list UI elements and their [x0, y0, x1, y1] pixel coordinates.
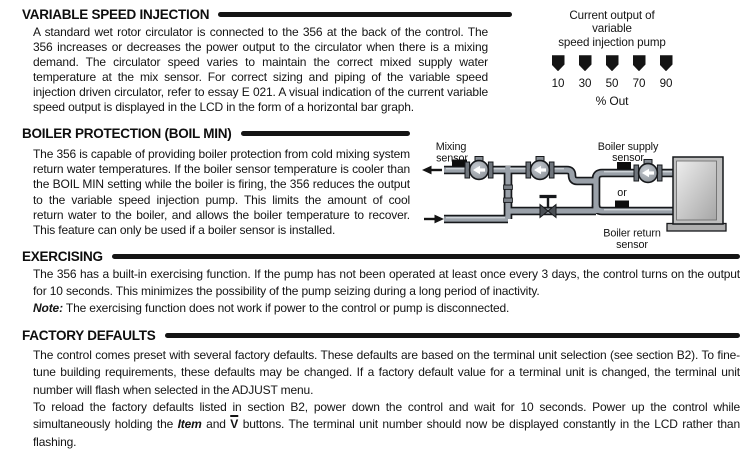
- factory-defaults-paragraph-2: [33, 399, 740, 451]
- tick-label: 30: [578, 77, 592, 91]
- graph-axis-label: % Out: [595, 94, 629, 109]
- exercising-note: [33, 300, 740, 317]
- mixing-sensor-label: [436, 141, 469, 165]
- svg-text:sensor: sensor: [616, 239, 648, 251]
- section-boiler-protection-header: [22, 126, 410, 141]
- variable-speed-output-graph: [530, 9, 694, 108]
- svg-text:Boiler return: Boiler return: [603, 227, 661, 240]
- bar-segment-icon: [552, 55, 565, 71]
- flow-arrow-left-icon: [422, 166, 442, 175]
- piping-diagram: [420, 131, 745, 253]
- tick-label: 10: [551, 77, 565, 91]
- tick-label: 70: [632, 77, 646, 91]
- factory-defaults-paragraph-1: The control comes preset with several factory defaults. These defaults are based on the terminal unit selection (see section B2). To fine-tune building requirements, these defaults may be changed. If a factory default value for a terminal unit is changed, the terminal unit number will flash when selected in the ADJUST menu.: [33, 348, 740, 397]
- heading-rule: [112, 254, 740, 259]
- graph-title-line2: variable: [592, 22, 632, 36]
- bar-segment-icon: [606, 55, 619, 71]
- or-label: or: [617, 187, 627, 199]
- section-title-factory-defaults: FACTORY DEFAULTS: [22, 328, 156, 343]
- section-variable-speed-injection-header: [22, 7, 512, 22]
- section-exercising-header: [22, 249, 740, 264]
- pump-icon: [526, 157, 554, 180]
- section-title-boiler-protection: BOILER PROTECTION (BOIL MIN): [22, 126, 232, 141]
- heading-rule: [165, 333, 740, 338]
- boiler-return-sensor-label: [603, 228, 661, 252]
- down-arrow-button-glyph: $\overline{V}$: [230, 417, 239, 432]
- note-text: The exercising function does not work if power to the control or pump is disconnected.: [62, 301, 510, 315]
- graph-title-line1: Current output of: [569, 9, 655, 22]
- section-title-exercising: EXERCISING: [22, 249, 103, 264]
- svg-text:sensor: sensor: [612, 152, 644, 164]
- bar-segment-icon: [633, 55, 646, 71]
- bar-segment-icon: [660, 55, 673, 71]
- flow-arrow-right-icon: [424, 215, 444, 224]
- svg-text:Boiler supply: Boiler supply: [597, 141, 659, 153]
- note-label: Note:: [33, 301, 63, 315]
- boiler-protection-paragraph: The 356 is capable of providing boiler protection from cold mixing system return water temperatures. If the boiler sensor temperature is cooler than the BOIL MIN setting while the boiler is firing, the 356 reduces the output to the variable speed injection pump. This limits the amount of cool return water to the boiler, and allows the boiler temperature to recover. This feature can only be used if a boiler sensor is installed.: [33, 147, 410, 238]
- item-button-label: Item: [177, 417, 202, 432]
- graph-segments: [530, 55, 694, 71]
- para2-text-mid: and: [201, 417, 231, 432]
- para2-text-after: buttons. The terminal unit number should now be displayed constantly in the LCD rather than flashing.: [33, 417, 740, 449]
- tick-label: 50: [605, 77, 619, 91]
- exercising-paragraph: The 356 has a built-in exercising function. If the pump has not been operated at least once every 3 days, the control turns on the output for 10 seconds. This minimizes the possibility of the pump seizing during a long period of inactivity.: [33, 267, 740, 299]
- svg-text:sensor: sensor: [436, 152, 468, 165]
- bar-segment-icon: [579, 55, 592, 71]
- boiler-return-sensor-block-icon: [615, 201, 629, 208]
- heading-rule: [218, 12, 512, 17]
- boiler-icon: [667, 157, 726, 231]
- graph-tick-labels: [530, 77, 694, 90]
- section-title-variable-speed-injection: VARIABLE SPEED INJECTION: [22, 7, 210, 22]
- pump-icon: [465, 157, 493, 180]
- para2-text-before: To reload the factory defaults listed in section B2, power down the control and wait for 10 seconds. Power up the control while simultaneously holding the: [33, 400, 740, 432]
- heading-rule: [241, 131, 411, 136]
- tick-label: 90: [659, 77, 673, 91]
- vsi-paragraph: A standard wet rotor circulator is connected to the 356 at the back of the control. The 356 increases or decreases the power output to the circulator when there is a mixing demand. The circulator speed varies to maintain the correct mixed supply water temperature at the mix sensor. For correct sizing and piping of the variable speed injection driven circulator, refer to essay E 021. A visual indication of the current variable speed output is displayed in the LCD in the form of a horizontal bar graph.: [33, 25, 488, 114]
- graph-title-line3: speed injection pump: [558, 35, 666, 49]
- svg-text:Mixing: Mixing: [435, 141, 467, 153]
- section-factory-defaults-header: [22, 328, 740, 343]
